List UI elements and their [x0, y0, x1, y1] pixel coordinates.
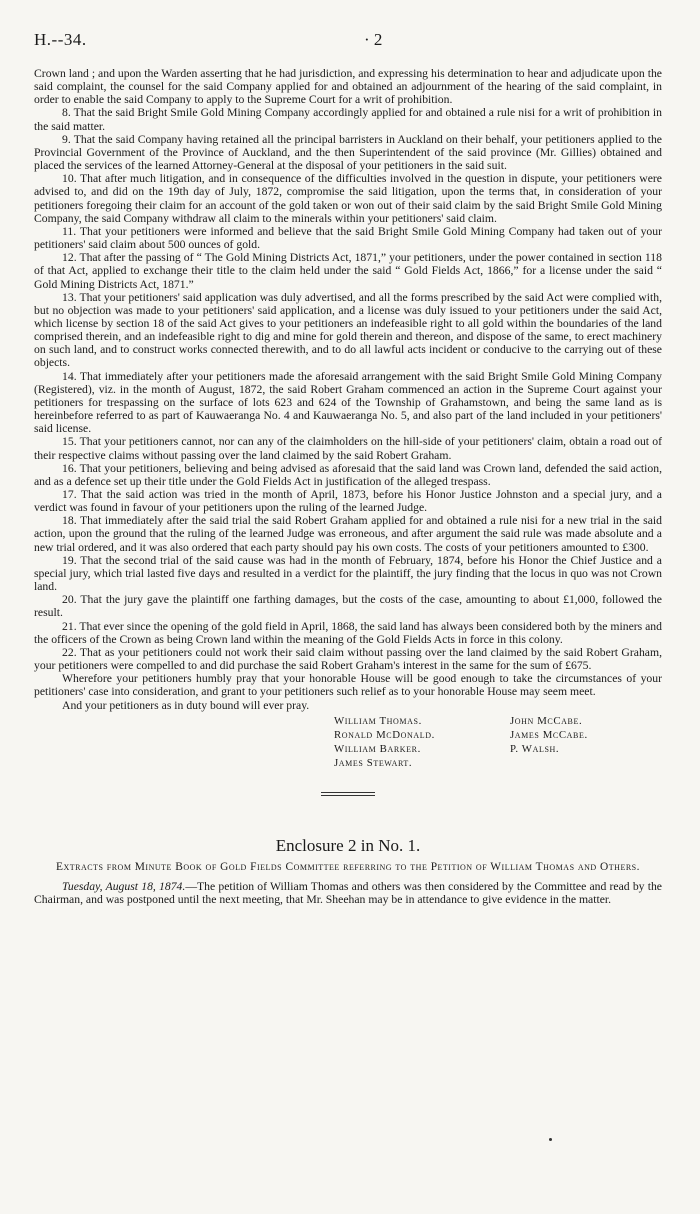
document-reference: H.--34. — [34, 30, 87, 49]
paragraph-14: 14. That immediately after your petitioners made the aforesaid arrangement with the said Bright Smile Gold Mining Company (Registered), viz. in the month of August, 1872, the said Robert Graham commenced an action in the Supreme Court against your petitioners for trespassing on the surface of lots 623 and 624 of the Township of Grahamstown, and being the same land as is hereinbefore referred to as part of Kauwaeranga No. 4 and Kauwaeranga No. 5, and also part of the land included in your petitioners' said license. — [34, 369, 662, 436]
signatory: William Thomas. — [334, 714, 422, 727]
signature-column-right — [510, 714, 588, 770]
minute-date: Tuesday, August 18, 1874. — [62, 879, 186, 893]
paragraph-20: 20. That the jury gave the plaintiff one farthing damages, but the costs of the case, amounting to about £1,000, followed the result. — [34, 593, 662, 620]
extract-title: Extracts from Minute Book of Gold Fields Committee referring to the Petition of William Thomas and Others. — [56, 860, 640, 873]
page-number: · 2 — [364, 30, 383, 49]
signatory: John McCabe. — [510, 714, 583, 727]
prayer-paragraph: Wherefore your petitioners humbly pray that your honorable House will be good enough to take the circumstances of your petitioners' case into consideration, and grant to your petitioners such relief as to your honorable House may seem meet. — [34, 672, 662, 699]
signatures — [34, 714, 662, 770]
minute-text: —The petition of William Thomas and others was then considered by the Committee and read by the Chairman, and was postponed until the next meeting, that Mr. Sheehan may be in attendance to give evidence in the matter. — [34, 879, 662, 907]
signatory: James McCabe. — [510, 728, 588, 741]
paragraph-11: 11. That your petitioners were informed and believe that the said Bright Smile Gold Mining Company had taken out of your petitioners' said claim about 500 ounces of gold. — [34, 224, 662, 252]
document-page — [34, 30, 662, 906]
petition-body — [34, 67, 662, 712]
signatory: Ronald McDonald. — [334, 728, 435, 741]
paragraph-17: 17. That the said action was tried in the month of April, 1873, before his Honor Justice Johnston and a special jury, and a verdict was found in favour of your petitioners upon the ruling of the learned Judge. — [34, 488, 662, 515]
signatory: James Stewart. — [334, 756, 413, 769]
paragraph-10: 10. That after much litigation, and in consequence of the difficulties involved in the question in dispute, your petitioners were advised to, and did on the 19th day of July, 1872, compromise the said litigation, upon the terms that, in consideration of your petitioners foregoing their claim for an account of the gold taken or won out of their said claim by the said Bright Smile Gold Mining Company, the said Company withdraw all claim to the minerals within your petitioners' said claim. — [34, 172, 662, 225]
enclosure-heading: Enclosure 2 in No. 1. — [275, 835, 421, 855]
paragraph-18: 18. That immediately after the said trial the said Robert Graham applied for and obtained a rule nisi for a new trial in the said action, upon the ground that the ruling of the learned Judge was erroneous, and after argument the said rule was made absolute and a new trial ordered, and it was also ordered that each party should pay his own costs. The costs of your petitioners amounted to £300. — [34, 514, 662, 554]
paragraph-8: 8. That the said Bright Smile Gold Mining Company accordingly applied for and obtained a rule nisi for a writ of prohibition in the said matter. — [34, 106, 662, 133]
section-divider — [321, 795, 375, 796]
paragraph-19: 19. That the second trial of the said cause was had in the month of February, 1874, before his Honor the Chief Justice and a special jury, which trial lasted five days and resulted in a verdict for the plaintiff, the jury finding that the locus in quo was not Crown land. — [34, 553, 662, 594]
stray-mark — [549, 1138, 552, 1141]
section-divider — [321, 792, 375, 793]
paragraph-22: 22. That as your petitioners could not work their said claim without passing over the land claimed by the said Robert Graham, your petitioners were compelled to and did purchase the said Robert Graham's interest in the same for the sum of £675. — [34, 645, 662, 673]
paragraph-16: 16. That your petitioners, believing and being advised as aforesaid that the said land was Crown land, defended the said action, and as a defence set up their title under the Gold Fields Act in justification of the alleged trespass. — [34, 461, 662, 488]
paragraph-21: 21. That ever since the opening of the gold field in April, 1868, the said land has always been considered both by the miners and the officers of the Crown as being Crown land within the meaning of the Gold Fields Acts in force in this colony. — [34, 619, 662, 646]
signature-column-left — [334, 714, 510, 770]
paragraph-12: 12. That after the passing of “ The Gold Mining Districts Act, 1871,” your petitioners, under the power contained in section 118 of that Act, applied to exchange their title to the claim held under the said “ Gold Fields Act, 1866,” for a license under the said “ Gold Mining Districts Act, 1871.” — [34, 251, 662, 291]
minute-entry — [34, 880, 662, 906]
signatory: William Barker. — [334, 742, 421, 755]
paragraph-15: 15. That your petitioners cannot, nor can any of the claimholders on the hill-side of your petitioners' claim, obtain a road out of their respective claims without passing over the land claimed by the said Robert Graham. — [34, 435, 662, 462]
page-header — [34, 30, 662, 54]
paragraph-continuation: Crown land ; and upon the Warden asserting that he had jurisdiction, and expressing his determination to hear and adjudicate upon the said complaint, the counsel for the said Company applied for and obtained an adjournment of the hearing of the said complaint, in order to enable the said Company to apply to the Supreme Court for a writ of prohibition. — [34, 67, 662, 107]
paragraph-13: 13. That your petitioners' said application was duly advertised, and all the forms prescribed by the said Act were complied with, but no objection was made to your petitioners' said application, and a license was duly issued to your petitioners under the said Act, which license by section 18 of the said Act gives to your petitioners an indefeasible right to all gold within the boundaries of the land comprised therein, and an indefeasible right to dig and mine for gold therein and thereon, and dispose of the same, to erect machinery on such land, and to construct works connected therewith, and to do all lawful acts incident or conducive to the carrying out of these objects. — [34, 290, 662, 370]
closing-paragraph: And your petitioners as in duty bound will ever pray. — [62, 698, 310, 712]
paragraph-9: 9. That the said Company having retained all the principal barristers in Auckland on their behalf, your petitioners applied to the Provincial Government of the Province of Auckland, and the then Superintendent of the said province (Mr. Gillies) obtained and placed the services of the learned Attorney-General at the disposal of your petitioners in the said suit. — [34, 132, 662, 173]
signatory: P. Walsh. — [510, 742, 560, 755]
